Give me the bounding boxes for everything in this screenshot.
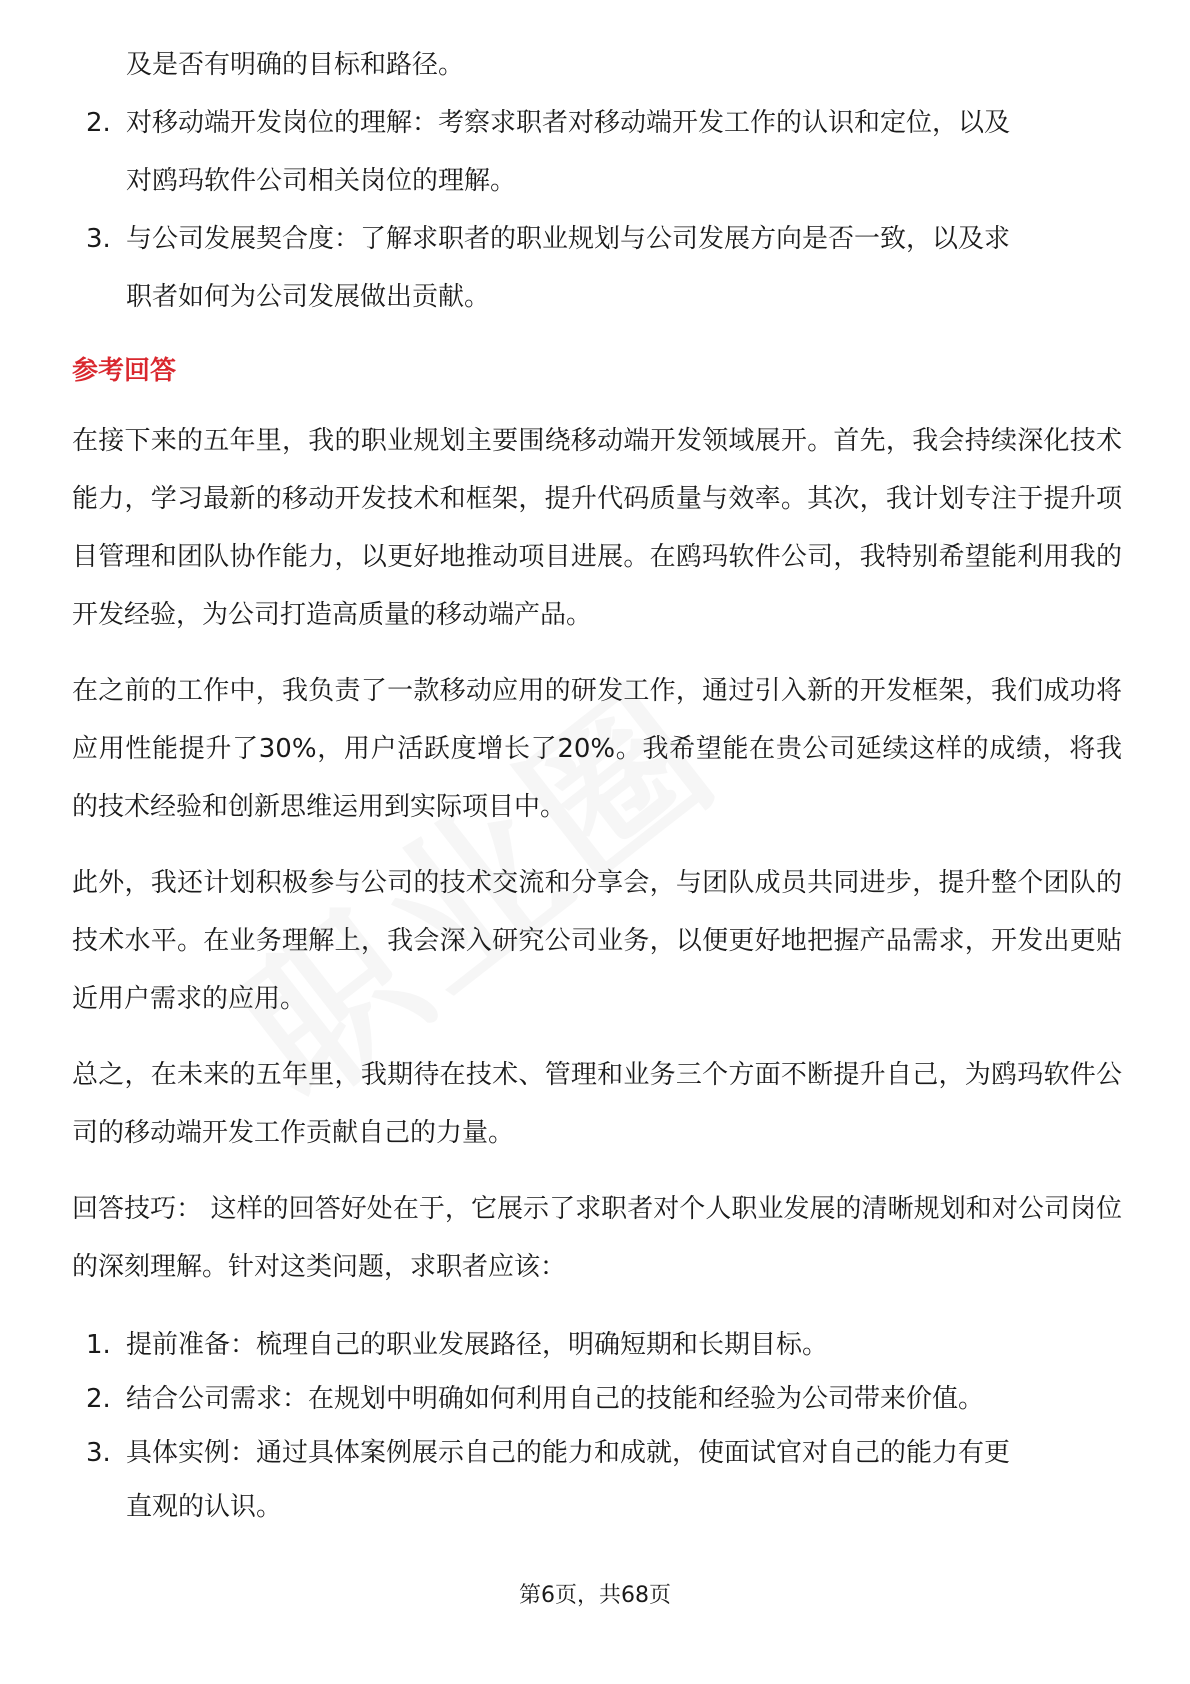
list-item xyxy=(72,94,1122,210)
paragraph: 在之前的工作中，我负责了一款移动应用的研发工作，通过引入新的开发框架，我们成功将应用性能提升了30%，用户活跃度增长了20%。我希望能在贵公司延续这样的成绩，将我的技术经验和创新思维运用到实际项目中。 xyxy=(72,676,1122,822)
list-item-continuation: 及是否有明确的目标和路径。 xyxy=(126,50,465,80)
paragraph-answer-tips: 回答技巧： 这样的回答好处在于，它展示了求职者对个人职业发展的清晰规划和对公司岗位的深刻理解。针对这类问题，求职者应该： xyxy=(72,1194,1122,1282)
paragraph: 总之，在未来的五年里，我期待在技术、管理和业务三个方面不断提升自己，为鸥玛软件公司的移动端开发工作贡献自己的力量。 xyxy=(72,1060,1122,1148)
list-item-text-line1: 结合公司需求：在规划中明确如何利用自己的技能和经验为公司带来价值。 xyxy=(126,1384,985,1414)
document-page xyxy=(72,36,1122,1534)
page-footer-pagination: 第6页，共68页 xyxy=(519,1583,671,1608)
list-item-text-line1: 与公司发展契合度：了解求职者的职业规划与公司发展方向是否一致，以及求 xyxy=(126,224,1011,254)
list-item-text-line2: 对鸥玛软件公司相关岗位的理解。 xyxy=(126,166,517,196)
section-heading-reference-answer: 参考回答 xyxy=(72,356,177,386)
list-item xyxy=(72,210,1122,326)
list-number: 3. xyxy=(86,1438,111,1468)
list-item-text-line1: 提前准备：梳理自己的职业发展路径，明确短期和长期目标。 xyxy=(126,1330,829,1360)
list-number: 1. xyxy=(86,1330,111,1360)
list-number: 2. xyxy=(86,108,111,138)
list-item-text-line1: 具体实例：通过具体案例展示自己的能力和成就，使面试官对自己的能力有更 xyxy=(126,1438,1011,1468)
paragraph: 此外，我还计划积极参与公司的技术交流和分享会，与团队成员共同进步，提升整个团队的技术水平。在业务理解上，我会深入研究公司业务，以便更好地把握产品需求，开发出更贴近用户需求的应用。 xyxy=(72,868,1122,1014)
tips-list xyxy=(72,1318,1122,1534)
list-item-text-line2: 直观的认识。 xyxy=(126,1492,283,1522)
list-item-text-line2: 职者如何为公司发展做出贡献。 xyxy=(126,282,491,312)
list-item xyxy=(72,1372,1122,1426)
list-number: 3. xyxy=(86,224,111,254)
intro-list xyxy=(72,36,1122,326)
paragraph: 在接下来的五年里，我的职业规划主要围绕移动端开发领域展开。首先，我会持续深化技术能力，学习最新的移动开发技术和框架，提升代码质量与效率。其次，我计划专注于提升项目管理和团队协作能力，以更好地推动项目进展。在鸥玛软件公司，我特别希望能利用我的开发经验，为公司打造高质量的移动端产品。 xyxy=(72,426,1122,630)
list-item xyxy=(72,1426,1122,1534)
list-item-text-line1: 对移动端开发岗位的理解：考察求职者对移动端开发工作的认识和定位，以及 xyxy=(126,108,1011,138)
list-number: 2. xyxy=(86,1384,111,1414)
list-item xyxy=(72,1318,1122,1372)
